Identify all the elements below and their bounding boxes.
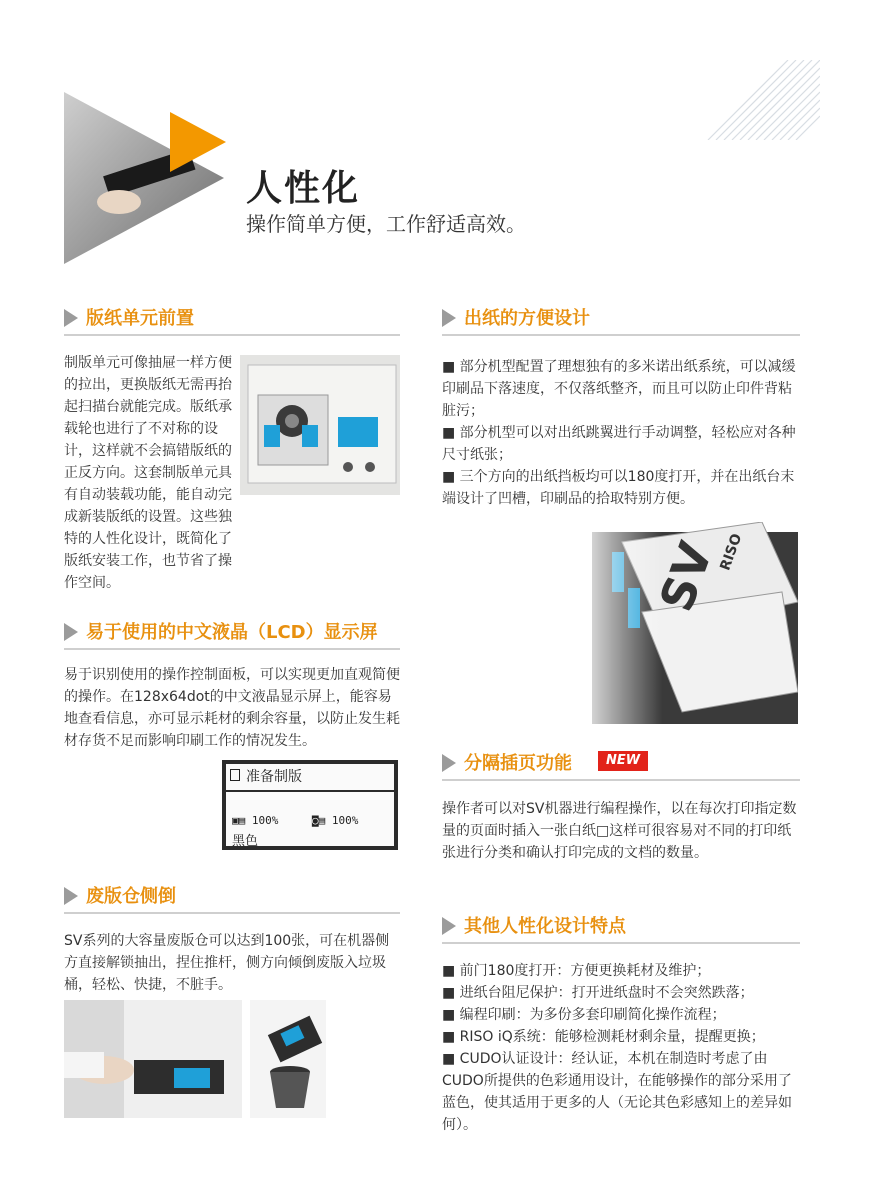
list-item: ■ RISO iQ系统：能够检测耗材剩余量，提醒更换； — [442, 1029, 765, 1045]
section-header-lcd — [64, 616, 400, 650]
lcd-screen — [222, 760, 398, 850]
section-arrow-icon — [64, 887, 78, 905]
section-arrow-icon — [64, 623, 78, 641]
section-arrow-icon — [442, 917, 456, 935]
ink-level-value: 100% — [251, 814, 279, 827]
document-icon — [230, 769, 240, 781]
diagonal-lines-decoration — [700, 60, 820, 140]
section-header-other — [442, 910, 800, 944]
section-title: 易于使用的中文液晶（LCD）显示屏 — [86, 622, 378, 643]
list-item: ■ 三个方向的出纸挡板均可以180度打开，并在出纸台末端设计了凹槽，印刷品的拾取特别方便。 — [442, 469, 795, 507]
orange-triangle-icon — [170, 112, 226, 172]
section-header-plate-unit — [64, 302, 400, 336]
section-arrow-icon — [442, 309, 456, 327]
section-header-output — [442, 302, 800, 336]
list-item: ■ 前门180度打开：方便更换耗材及维护； — [442, 963, 711, 979]
ink-level: ▣▤ 100% — [232, 814, 279, 827]
new-badge: NEW — [598, 751, 648, 771]
list-item: ■ 进纸台阻尼保护：打开进纸盘时不会突然跌落； — [442, 985, 754, 1001]
section-title: 分隔插页功能 — [464, 753, 572, 774]
lcd-color: 黑色 — [232, 834, 259, 849]
lcd-status-title: 准备制版 — [246, 769, 302, 785]
waste-box-photo-2 — [250, 1000, 326, 1118]
section-title: 版纸单元前置 — [86, 308, 194, 329]
output-bullet-list — [442, 356, 800, 510]
page-title: 人性化 — [246, 168, 361, 209]
master-level-value: 100% — [331, 814, 359, 827]
page-subtitle: 操作简单方便，工作舒适高效。 — [246, 212, 526, 236]
other-bullet-list — [442, 960, 800, 1136]
plate-unit-photo — [240, 355, 400, 495]
section-title: 其他人性化设计特点 — [464, 916, 626, 937]
list-item: ■ 部分机型配置了理想独有的多米诺出纸系统，可以减缓印刷品下落速度，不仅落纸整齐，而且可以防止印件背粘脏污； — [442, 359, 796, 419]
section-arrow-icon — [442, 754, 456, 772]
section-title: 出纸的方便设计 — [464, 308, 590, 329]
waste-text: SV系列的大容量废版仓可以达到100张，可在机器侧方直接解锁抽出，捏住推杆，侧方向倾倒废版入垃圾桶，轻松、快捷，不脏手。 — [64, 933, 390, 993]
lcd-text: 易于识别使用的操作控制面板，可以实现更加直观简便的操作。在128x64dot的中文液晶显示屏上，能容易地查看信息，亦可显示耗材的剩余容量，以防止发生耗材存货不足而影响印刷工作的情况发生。 — [64, 667, 400, 749]
separator-text: 操作者可以对SV机器进行编程操作，以在每次打印指定数量的页面时插入一张白纸□这样可很容易对不同的打印纸张进行分类和确认打印完成的文档的数量。 — [442, 801, 797, 861]
section-header-separator — [442, 747, 800, 781]
section-arrow-icon — [64, 309, 78, 327]
list-item: ■ 部分机型可以对出纸跳翼进行手动调整，轻松应对各种尺寸纸张； — [442, 425, 796, 463]
plate-unit-text: 制版单元可像抽屉一样方便的拉出，更换版纸无需再抬起扫描台就能完成。版纸承载轮也进行了不对称的设计，这样就不会搞错版纸的正反方向。这套制版单元具有自动装载功能，能自动完成新装版纸的设置。这些独特的人性化设计，既简化了版纸安装工作，也节省了操作空间。 — [64, 355, 232, 591]
lcd-divider — [226, 790, 394, 792]
waste-box-photo-1 — [64, 1000, 242, 1118]
section-title: 废版仓侧倒 — [86, 886, 176, 907]
section-header-waste — [64, 880, 400, 914]
list-item: ■ 编程印刷：为多份多套印刷简化操作流程； — [442, 1007, 726, 1023]
master-level: ◙▤ 100% — [312, 814, 359, 827]
list-item: ■ CUDO认证设计：经认证，本机在制造时考虑了由CUDO所提供的色彩通用设计，在能够操作的部分采用了蓝色，使其适用于更多的人（无论其色彩感知上的差异如何）。 — [442, 1051, 792, 1133]
paper-output-photo — [572, 522, 798, 724]
